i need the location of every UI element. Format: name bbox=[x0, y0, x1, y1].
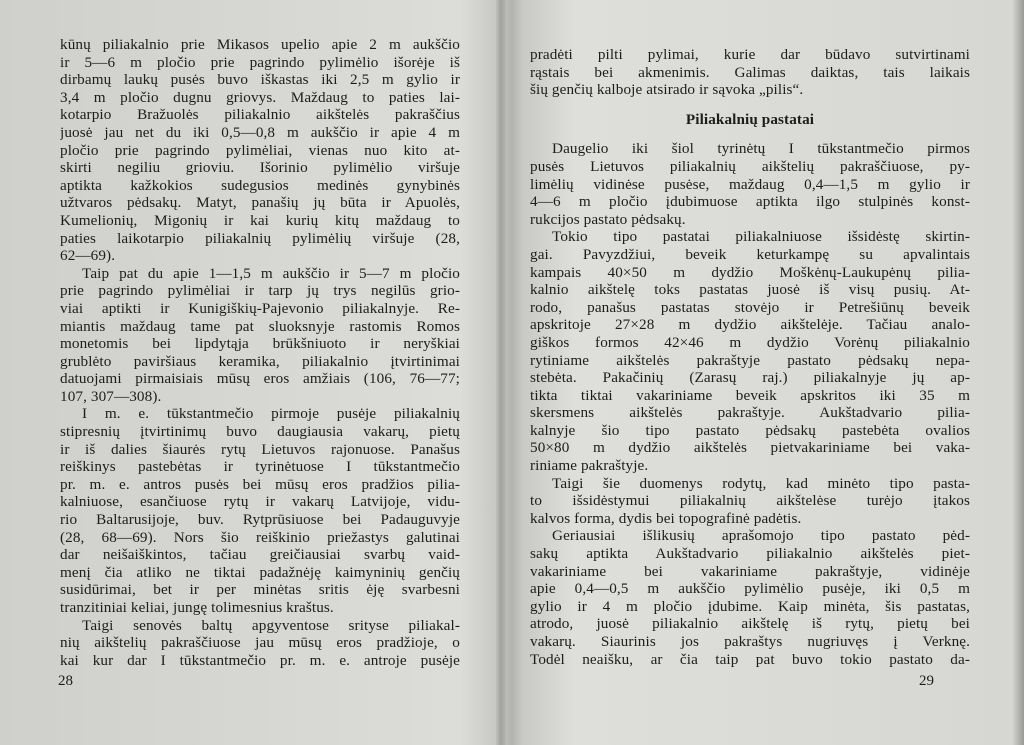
text-line: stebėta. Pakačinių (Zarasų raj.) piliakalnyje jų ap- bbox=[530, 369, 970, 387]
text-line: datuojami pirmaisiais mūsų eros amžiais (106, 76—77; bbox=[60, 370, 460, 388]
text-line: kai kur dar I tūkstantmečio pr. m. e. antroje pusėje bbox=[60, 651, 460, 669]
text-line: dirbamų laukų pusės buvo iškastas iki 2,5 m gylio ir bbox=[60, 71, 460, 89]
left-page bbox=[0, 0, 500, 745]
text-line: riniame pakraštyje. bbox=[530, 457, 649, 475]
text-line: rukcijos pastato pėdsakų. bbox=[530, 210, 686, 228]
text-line: sakų aptikta Aukštadvario piliakalnio aikštelės piet- bbox=[530, 545, 970, 563]
text-line: monetomis bei lipdytąja brūkšniuoto ir neryškiai bbox=[60, 335, 460, 353]
text-line: tranzitiniai keliai, jungę tolimesnius kraštus. bbox=[60, 599, 334, 616]
text-line: miantis maždaug tame pat sluoksnyje rastomis Romos bbox=[60, 317, 460, 335]
text-line: pusės Lietuvos piliakalnių aikštelių pakraščiuose, py- bbox=[530, 157, 970, 175]
text-line: grublėto paviršiaus keramika, piliakalnio įtvirtinimai bbox=[60, 352, 460, 370]
text-line: apskritoje 27×28 m dydžio aikštelėje. Tačiau analo- bbox=[530, 316, 970, 334]
text-line: rodo, panašus pastatas stovėjo ir Petrešiūnų beveik bbox=[530, 298, 970, 316]
text-line: pr. m. e. antros pusės bei mūsų eros pradžios pilia- bbox=[60, 475, 460, 493]
text-line: kūnų piliakalnio prie Mikasos upelio apie 2 m aukščio bbox=[60, 36, 460, 53]
text-line: viai aptikti ir Kunigiškių-Pajevonio piliakalnyje. Re- bbox=[60, 299, 460, 317]
text-line: juosė jau net du iki 0,5—0,8 m aukščio ir apie 4 m bbox=[60, 123, 460, 141]
text-line: I m. e. tūkstantmečio pirmoje pusėje piliakalnių bbox=[82, 405, 460, 423]
page-number-left: 28 bbox=[58, 673, 73, 689]
text-line: ir 5—6 m pločio prie pagrindo pylimėlio išorėje iš bbox=[60, 53, 460, 71]
text-line: kotarpio Bražuolės piliakalnio aikštelės pakraščius bbox=[60, 106, 460, 124]
text-line: kalnyje šio tipo pastato pėdsakų pastebėta ovalios bbox=[530, 421, 970, 439]
text-line: gai. Pavyzdžiui, beveik keturkampę su apvalintais bbox=[530, 245, 970, 263]
text-line: kalvos forma, dydis bei topografinė padėtis. bbox=[530, 509, 802, 527]
text-line: pločio prie pagrindo pylimėliai, vienas nuo kito at- bbox=[60, 141, 460, 159]
text-line: prie pagrindo pylimėliai ir tarp jų trys negilūs grio- bbox=[60, 282, 460, 300]
text-line: vakarų. Siaurinis jos pakraštys nugriuvęs į Verknę. bbox=[530, 633, 970, 650]
text-line: 62—69). bbox=[60, 247, 116, 265]
right-page-opening-text bbox=[530, 46, 970, 99]
text-line: pradėti pilti pylimai, kurie dar būdavo sutvirtinami bbox=[530, 46, 970, 63]
text-line: aptikta kažkokios sudegusios medinės gynybinės bbox=[60, 176, 460, 194]
text-line: Daugelio iki šiol tyrinėtų I tūkstantmečio pirmos bbox=[552, 140, 970, 158]
text-line: vakariniame bei vakariniame pakraštyje, vidinėje bbox=[530, 562, 970, 580]
text-line: paties laikotarpio piliakalnių pylimėlių viršuje (28, bbox=[60, 229, 460, 247]
section-heading: Piliakalnių pastatai bbox=[685, 110, 815, 128]
text-line: 3,4 m pločio dugnu griovys. Maždaug to paties lai- bbox=[60, 88, 460, 106]
text-line: kalnio aikštelę toks pastatas juosė iš visų pusių. At- bbox=[530, 281, 970, 299]
text-line: nių aikštelių pakraščiuose jau mūsų eros pradžioje, o bbox=[60, 634, 460, 652]
page-number-right: 29 bbox=[919, 673, 934, 689]
text-line: Tokio tipo pastatai piliakalniuose išsidėstę skirtin- bbox=[552, 228, 970, 246]
text-line: Kumelionių, Migonių ir kai kurių kitų maždaug to bbox=[60, 211, 460, 229]
text-line: kalniuose, esančiuose rytų ir vakarų Latvijoje, vidu- bbox=[60, 493, 460, 511]
text-line: Todėl neaišku, ar čia taip pat buvo tokio pastato da- bbox=[530, 650, 970, 668]
text-line: Taip pat du apie 1—1,5 m aukščio ir 5—7 m pločio bbox=[82, 264, 460, 282]
text-line: menį čia atliko ne tiktai padažnėję kaimyninių genčių bbox=[60, 563, 460, 581]
text-line: susidūrimai, bet ir per minėtas sritis ėję svarbesni bbox=[60, 581, 460, 599]
text-line: gylio ir 4 m pločio įdubime. Kaip minėta, šis pastatas, bbox=[530, 597, 970, 615]
text-line: to išsidėstymui piliakalnių aikštelėse turėjo įtakos bbox=[530, 492, 970, 510]
text-line: 107, 307—308). bbox=[60, 387, 162, 405]
text-line: Taigi šie duomenys rodytų, kad minėto tipo pasta- bbox=[552, 474, 970, 492]
text-line: 4—6 m pločio įdubimuose aptikta ilgo stulpinės konst- bbox=[530, 193, 970, 211]
text-line: reiškinys pastebėtas ir tyrinėtuose I tūkstantmečio bbox=[60, 458, 460, 476]
text-line: stipresnių įtvirtinimų buvo daugiausia vakarų, pietų bbox=[60, 423, 460, 441]
text-line: rytiniame aikštelės pakraštyje pastato pėdsakų nepa- bbox=[530, 351, 970, 369]
text-line: skersmens aikštelės pakraštyje. Aukštadvario pilia- bbox=[530, 404, 970, 422]
text-line: rio Baltarusijoje, buv. Rytprūsiuose bei Padauguvyje bbox=[60, 511, 460, 529]
text-line: rąstais bei akmenimis. Galimas daiktas, tais laikais bbox=[530, 63, 970, 81]
text-line: kampais 40×50 m dydžio Moškėnų-Laukupėnų pilia- bbox=[530, 263, 970, 281]
text-line: ir iš dalies šiaurės rytų Lietuvos rajonuose. Panašus bbox=[60, 440, 460, 458]
right-page-text bbox=[530, 46, 970, 668]
text-line: užtvaros pėdsakų. Matyt, panašių jų būta ir Apuolės, bbox=[60, 194, 460, 212]
left-page-text bbox=[60, 36, 460, 669]
text-line: šių genčių kalboje atsirado ir sąvoka „pilis“. bbox=[530, 81, 804, 99]
right-page bbox=[500, 0, 1024, 745]
text-line: dar neišaiškintos, tačiau greičiausiai svarbų vaid- bbox=[60, 546, 460, 564]
text-line: 50×80 m dydžio aikštelės pietvakariniame bei vaka- bbox=[530, 439, 970, 457]
text-line: apie 0,4—0,5 m aukščio pylimėlio pusėje, iki 0,5 m bbox=[530, 580, 970, 598]
text-line: Geriausiai išlikusių aprašomojo tipo pastato pėd- bbox=[552, 527, 970, 545]
text-line: Taigi senovės baltų apgyventose srityse piliakal- bbox=[82, 616, 460, 634]
text-line: giškos formos 42×46 m dydžio Vorėnų piliakalnio bbox=[530, 333, 970, 351]
text-line: limėlių vidinėse pusėse, maždaug 0,4—1,5 m gylio ir bbox=[530, 175, 970, 193]
right-page-section-text bbox=[530, 140, 970, 668]
text-line: tikta tiktai vakariniame beveik apskritos iki 35 m bbox=[530, 386, 970, 404]
text-line: (28, 68—69). Nors šio reiškinio priežastys galutinai bbox=[60, 528, 460, 546]
text-line: atrodo, juosė piliakalnio aikštelę iš rytų, pietų bei bbox=[530, 615, 970, 633]
text-line: skirti negiliu grioviu. Išorinio pylimėlio viršuje bbox=[60, 159, 460, 177]
